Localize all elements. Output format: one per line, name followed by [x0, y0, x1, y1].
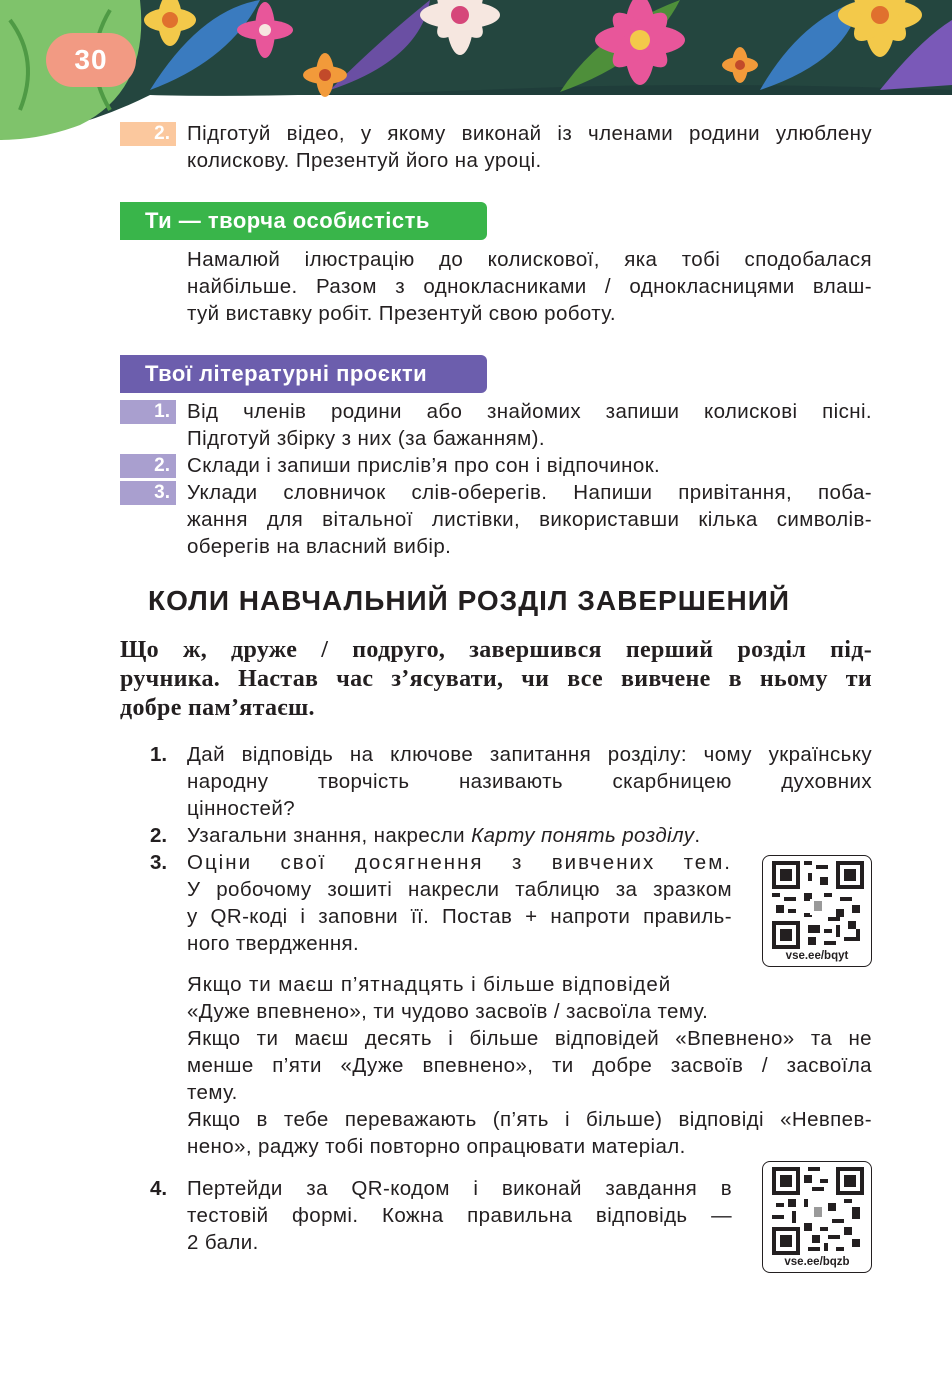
section-title: КОЛИ НАВЧАЛЬНИЙ РОЗДІЛ ЗАВЕРШЕНИЙ: [148, 585, 790, 616]
top-task-line-1: Підготуй відео, у якому виконай із членами родини улюблену: [187, 122, 872, 145]
intro-line-1: Що ж, друже / подруго, завершився перший розділ під-: [120, 637, 872, 663]
floral-banner: [0, 0, 952, 140]
task-1-line-3: цінностей?: [187, 797, 296, 820]
task-number: 4.: [150, 1177, 168, 1200]
intro-line-3: добре пам’ятаєш.: [120, 695, 315, 721]
task-2-italic: Карту понять розділу: [471, 824, 695, 847]
project-2-line-1: Склади і запиши прислів’я про сон і відпочинок.: [187, 454, 661, 477]
criteria-line-1: Якщо ти маєш п’ятнадцять і більше відповідей: [187, 973, 672, 996]
task-4-line-2: тестовій формі. Кожна правильна відповідь —: [187, 1204, 732, 1227]
task-1-line-2: народну творчість називають скарбницею духовних: [187, 770, 872, 793]
projects-heading: Твої літературні проєкти: [120, 355, 487, 393]
criteria-line-4: менше п’яти «Дуже впевнено», ти добре засвоїв / засвоїла: [187, 1054, 872, 1077]
criteria-line-5: тему.: [187, 1081, 238, 1104]
criteria-line-7: нено», раджу тобі повторно опрацювати матеріал.: [187, 1135, 686, 1158]
project-number-marker: 2.: [120, 454, 176, 478]
task-3-line-2: У робочому зошиті накресли таблицю за зразком: [187, 878, 732, 901]
project-3-line-2: жання для вітальної листівки, використавши кілька символів-: [187, 508, 872, 531]
task-number-marker: 2.: [120, 122, 176, 146]
project-number-marker: 1.: [120, 400, 176, 424]
qr-code-link-2[interactable]: [762, 1161, 872, 1273]
task-1-line-1: Дай відповідь на ключове запитання розділу: чому українську: [187, 743, 872, 766]
task-2-lead: Узагальни знання, накресли: [187, 824, 472, 847]
creative-heading: Ти — творча особистість: [120, 202, 487, 240]
page-number: 30: [46, 33, 136, 87]
project-number-marker: 3.: [120, 481, 176, 505]
task-number: 2.: [150, 824, 168, 847]
project-3-line-3: оберегів на власний вибір.: [187, 535, 452, 558]
task-4-line-1: Пертейди за QR-кодом і виконай завдання в: [187, 1177, 732, 1200]
task-2-text: [187, 822, 872, 849]
qr-link-text[interactable]: vse.ee/bqyt: [785, 950, 849, 962]
project-1-line-1: Від членів родини або знайомих запиши колискові пісні.: [187, 400, 872, 423]
qr-code-link-1[interactable]: [762, 855, 872, 967]
qr-link-text[interactable]: vse.ee/bqzb: [784, 1256, 850, 1268]
criteria-line-6: Якщо в тебе переважають (п’ять і більше) відповіді «Невпев-: [187, 1108, 872, 1131]
project-3-line-1: Уклади словничок слів-оберегів. Напиши привітання, поба-: [187, 481, 872, 504]
intro-line-2: ручника. Настав час з’ясувати, чи все вивчене в ньому ти: [120, 666, 872, 692]
project-1-line-2: Підготуй збірку з них (за бажанням).: [187, 427, 545, 450]
criteria-line-2: «Дуже впевнено», ти чудово засвоїв / засвоїла тему.: [187, 1000, 709, 1023]
task-3-line-4: ного твердження.: [187, 932, 360, 955]
criteria-line-3: Якщо ти маєш десять і більше відповідей «Впевнено» та не: [187, 1027, 872, 1050]
task-4-line-3: 2 бали.: [187, 1231, 259, 1254]
qr-code-icon: [772, 1167, 864, 1255]
flowers-illustration: [0, 0, 952, 140]
task-3-line-3: у QR-коді і заповни її. Постав + напроти правиль-: [187, 905, 732, 928]
task-2-tail: .: [694, 824, 701, 847]
task-number: 1.: [150, 743, 168, 766]
creative-line-3: туй виставку робіт. Презентуй свою роботу.: [187, 302, 616, 325]
task-number: 3.: [150, 851, 168, 874]
creative-line-1: Намалюй ілюстрацію до колискової, яка тобі сподобалася: [187, 248, 872, 271]
creative-line-2: найбільше. Разом з однокласниками / однокласницями влаш-: [187, 275, 872, 298]
task-3-line-1: Оціни свої досягнення з вивчених тем.: [187, 851, 732, 874]
qr-code-icon: [772, 861, 864, 949]
top-task-line-2: колискову. Презентуй його на уроці.: [187, 149, 542, 172]
